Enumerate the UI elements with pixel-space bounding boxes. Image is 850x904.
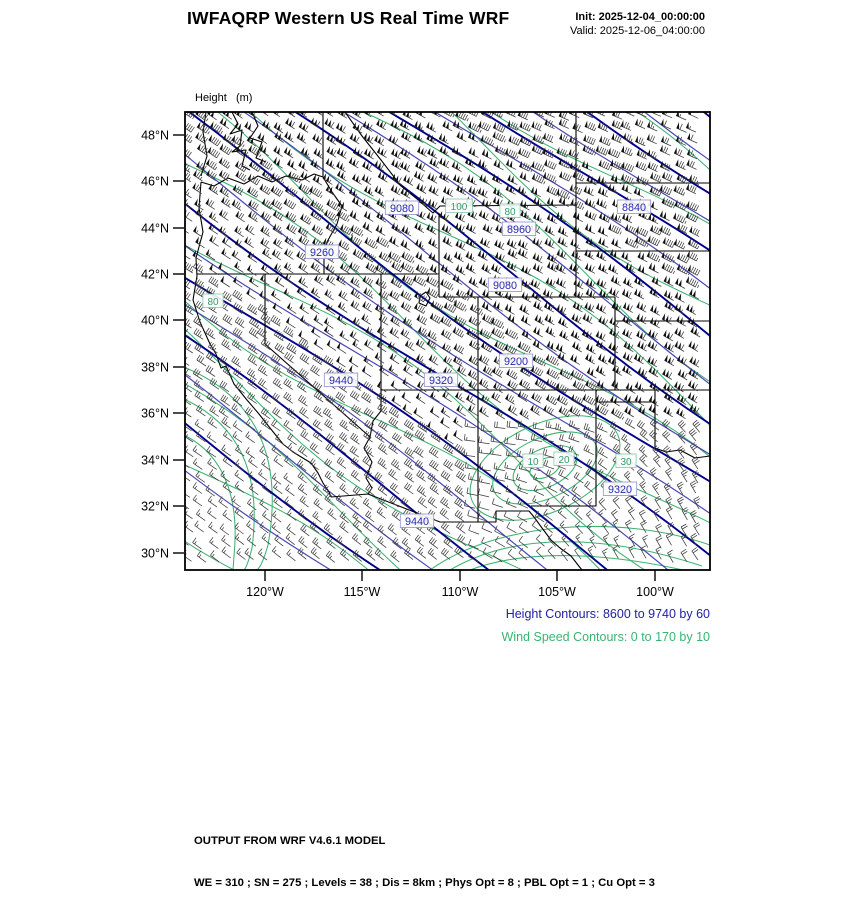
wind-contours-caption: Wind Speed Contours: 0 to 170 by 10 [501,630,710,644]
lat-tick-label: 46°N [141,174,169,189]
height-contour-label: 9320 [428,374,454,387]
height-contours-caption: Height Contours: 8600 to 9740 by 60 [505,607,710,621]
wind-contour-label: 30 [620,456,632,468]
model-config-line: WE = 310 ; SN = 275 ; Levels = 38 ; Dis = 8km ; Phys Opt = 8 ; PBL Opt = 1 ; Cu Opt = 3 [194,877,655,889]
height-contour-label: 9440 [328,374,354,387]
lat-tick-label: 30°N [141,546,169,561]
plot-title: IWFAQRP Western US Real Time WRF [187,8,510,28]
lat-tick-label: 32°N [141,499,169,514]
lat-tick-label: 40°N [141,313,169,328]
lat-tick-label: 42°N [141,267,169,282]
map-background [185,112,710,570]
wind-contour-label: 80 [207,296,219,308]
height-contour-label: 8840 [621,201,647,214]
lat-tick-label: 48°N [141,128,169,143]
lon-tick-label: 115°W [343,585,381,599]
lat-tick-label: 44°N [141,221,169,236]
lat-tick-label: 36°N [141,406,169,421]
wind-contour-label: 20 [558,454,570,466]
height-contour-label: 9320 [607,483,633,496]
lon-tick-label: 110°W [441,585,479,599]
wind-contour-label: 10 [527,456,539,468]
lat-tick-label: 34°N [141,453,169,468]
height-contour-label: 9080 [492,279,518,292]
height-contour-label: 9080 [389,202,415,215]
lon-tick-label: 120°W [246,585,284,599]
model-output-line: OUTPUT FROM WRF V4.6.1 MODEL [194,835,386,847]
valid-timestamp: Valid: 2025-12-06_04:00:00 [570,24,705,37]
height-contour-label: 8960 [506,223,532,236]
height-contour-label: 9260 [309,246,335,259]
wind-contour-label: 100 [450,201,468,213]
model-info [194,806,655,904]
longitude-axis [246,570,674,599]
height-contour-label: 9200 [503,355,529,368]
init-timestamp: Init: 2025-12-04_00:00:00 [575,11,705,23]
lat-tick-label: 38°N [141,360,169,375]
height-contour-label: 9440 [404,515,430,528]
lon-tick-label: 100°W [636,585,674,599]
field-height-label: Height (m) [195,91,253,104]
wind-contour-label: 80 [504,206,516,218]
lon-tick-label: 105°W [538,585,576,599]
latitude-axis [141,129,184,561]
